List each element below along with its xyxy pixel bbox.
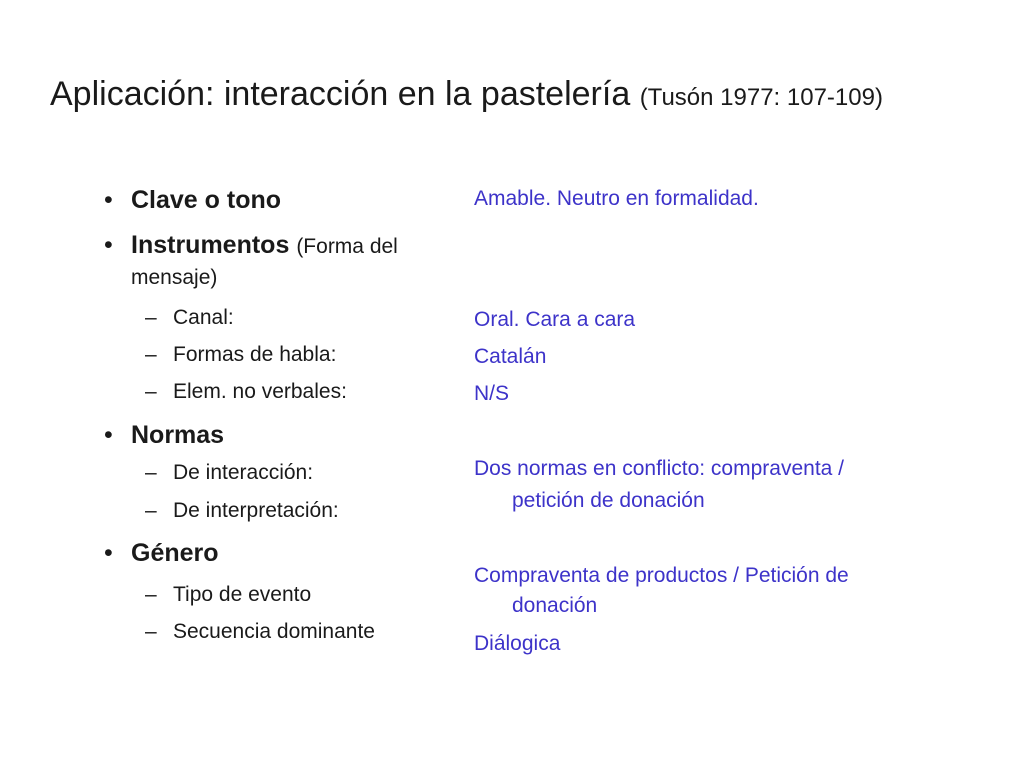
formas-label: Formas de habla:	[173, 343, 337, 366]
dash-marker: –	[145, 620, 157, 643]
title-main: Aplicación: interacción en la pastelería	[50, 75, 631, 113]
clave-value: Amable. Neutro en formalidad.	[474, 187, 759, 210]
genero-label: Género	[131, 539, 219, 567]
title-citation: (Tusón 1977: 107-109)	[639, 84, 883, 111]
bullet-dot: •	[104, 421, 113, 449]
interaccion-value-line1: Dos normas en conflicto: compraventa /	[474, 457, 845, 480]
instrumentos-sub-continued: mensaje)	[131, 266, 218, 289]
formas-value: Catalán	[474, 345, 547, 368]
instrumentos-sub: (Forma del	[296, 235, 398, 258]
dash-marker: –	[145, 499, 157, 522]
dash-marker: –	[145, 306, 157, 329]
bullet-dot: •	[104, 231, 113, 259]
bullet-dot: •	[104, 539, 113, 567]
canal-label: Canal:	[173, 306, 234, 329]
elem-label: Elem. no verbales:	[173, 380, 347, 403]
secuencia-label: Secuencia dominante	[173, 620, 375, 643]
clave-label: Clave o tono	[131, 186, 282, 214]
dash-marker: –	[145, 343, 157, 366]
tipo-value-line1: Compraventa de productos / Petición de	[474, 564, 849, 587]
dash-marker: –	[145, 380, 157, 403]
de-interpretacion-label: De interpretación:	[173, 499, 339, 522]
dash-marker: –	[145, 583, 157, 606]
canal-value: Oral. Cara a cara	[474, 308, 636, 331]
interaccion-value-line2: petición de donación	[512, 489, 705, 512]
bullet-dot: •	[104, 186, 113, 214]
tipo-value-line2: donación	[512, 594, 598, 617]
tipo-label: Tipo de evento	[173, 583, 312, 606]
secuencia-value: Diálogica	[474, 632, 561, 655]
normas-label: Normas	[131, 421, 225, 449]
dash-marker: –	[145, 461, 157, 484]
instrumentos-label: Instrumentos	[131, 231, 290, 259]
de-interaccion-label: De interacción:	[173, 461, 314, 484]
elem-value: N/S	[474, 382, 510, 405]
